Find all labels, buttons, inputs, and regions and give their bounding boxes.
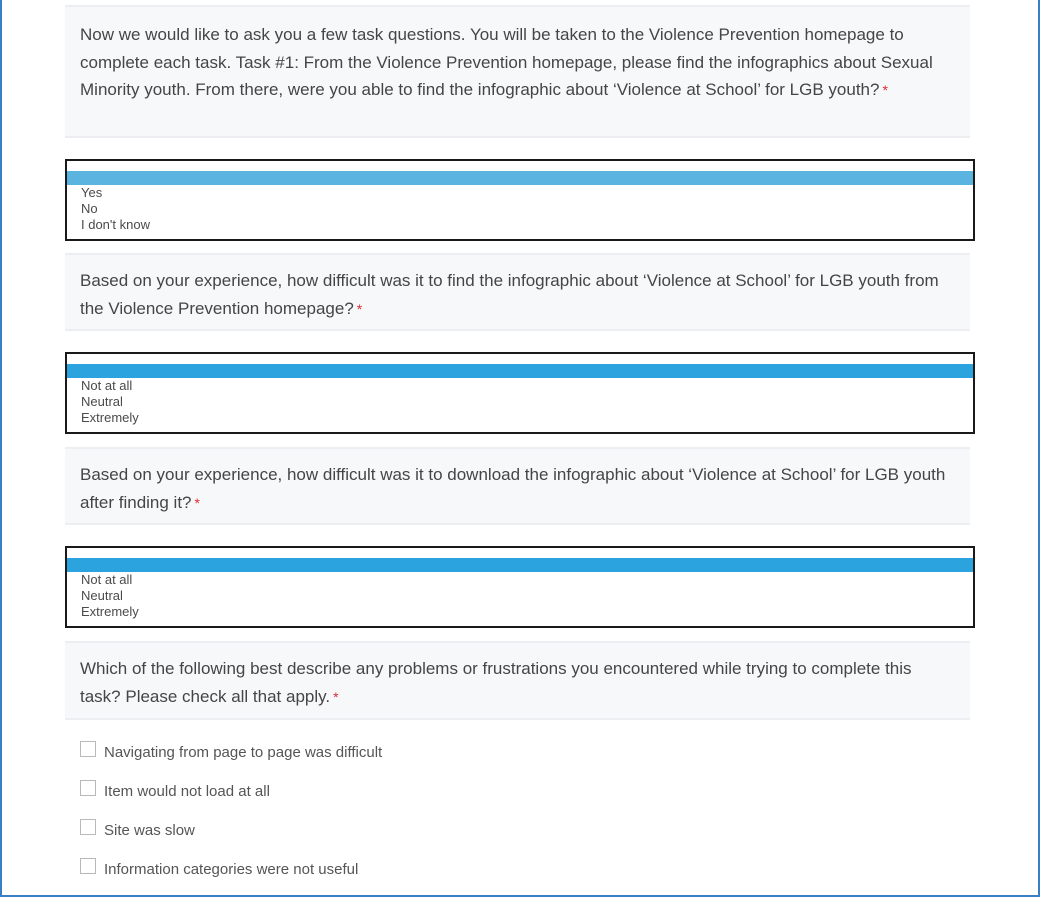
difficulty-select-download[interactable] — [65, 546, 975, 628]
checkbox-row-load[interactable] — [80, 780, 270, 800]
select-highlight-bar — [67, 364, 973, 378]
answer-select-1[interactable] — [65, 159, 975, 241]
question-3 — [65, 447, 970, 525]
question-4 — [65, 641, 970, 720]
select-option-dont-know[interactable]: I don't know — [81, 217, 150, 232]
select-highlight-bar — [67, 558, 973, 572]
select-options — [81, 185, 150, 233]
checkbox-label: Site was slow — [104, 822, 195, 839]
checkbox[interactable] — [80, 780, 96, 796]
required-marker: * — [356, 300, 363, 317]
checkbox-label: Information categories were not useful — [104, 861, 359, 878]
select-option-extremely[interactable]: Extremely — [81, 604, 139, 619]
select-option-neutral[interactable]: Neutral — [81, 588, 123, 603]
question-4-text: Which of the following best describe any problems or frustrations you encountered while trying to complete this task? Please check all that apply. — [80, 659, 912, 706]
difficulty-select-find[interactable] — [65, 352, 975, 434]
checkbox[interactable] — [80, 858, 96, 874]
select-option-no[interactable]: No — [81, 201, 98, 216]
checkbox[interactable] — [80, 741, 96, 757]
select-options — [81, 572, 139, 620]
select-option-yes[interactable]: Yes — [81, 185, 103, 200]
checkbox-label: Navigating from page to page was difficult — [104, 744, 383, 761]
select-option-extremely[interactable]: Extremely — [81, 410, 139, 425]
required-marker: * — [194, 494, 200, 511]
select-option-not-at-all[interactable]: Not at all — [81, 572, 133, 587]
question-2 — [65, 253, 970, 331]
question-2-text: Based on your experience, how difficult was it to find the infographic about ‘Violence at School’ for LGB youth from the Violence Prevention homepage? — [80, 271, 939, 318]
checkbox-row-slow[interactable] — [80, 819, 195, 839]
select-option-not-at-all[interactable]: Not at all — [81, 378, 133, 393]
checkbox-row-categories[interactable] — [80, 858, 358, 878]
select-options — [81, 378, 139, 426]
checkbox[interactable] — [80, 819, 96, 835]
select-option-neutral[interactable]: Neutral — [81, 394, 123, 409]
checkbox-row-navigation[interactable] — [80, 741, 382, 761]
question-1-text: Now we would like to ask you a few task questions. You will be taken to the Violence Prevention homepage to complete each task. Task #1: From the Violence Prevention homepage, please find the infographics about Sexual Minority youth. From there, were you able to find the infographic about ‘Violence at School’ for LGB youth? — [80, 25, 933, 99]
question-3-text: Based on your experience, how difficult was it to download the infographic about ‘Violence at School’ for LGB youth after finding it? — [80, 465, 946, 512]
required-marker: * — [882, 82, 888, 98]
question-1 — [65, 5, 970, 138]
checkbox-label: Item would not load at all — [104, 783, 270, 800]
required-marker: * — [333, 688, 339, 705]
select-highlight-bar — [67, 171, 973, 185]
